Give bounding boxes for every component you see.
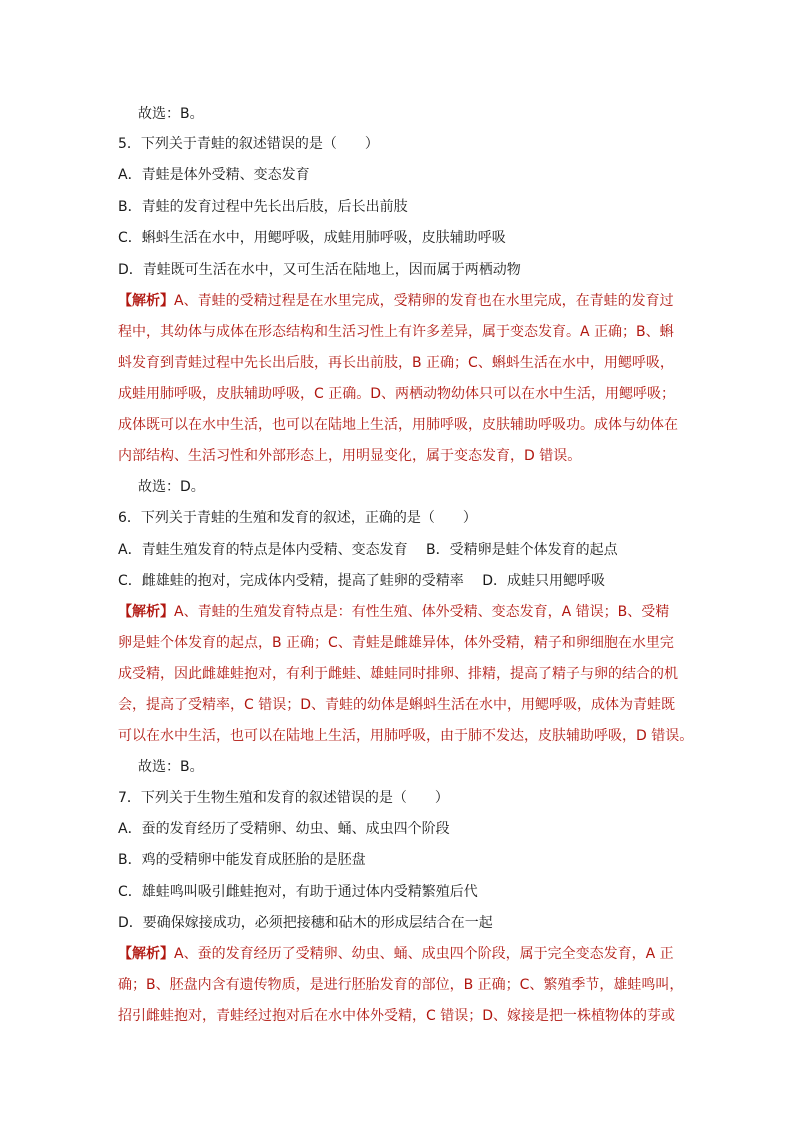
q5-option-a: A．青蛙是体外受精、变态发育 <box>118 167 310 183</box>
q6-option-ab: A．青蛙生殖发育的特点是体内受精、变态发育 B．受精卵是蛙个体发育的起点 <box>118 542 618 558</box>
q5-analysis-line: 【解析】A、青蛙的受精过程是在水里完成，受精卵的发育也在水里完成，在青蛙的发育过 <box>118 293 674 309</box>
q6-stem: 6．下列关于青蛙的生殖和发育的叙述，正确的是（ ） <box>118 510 477 526</box>
q5-option-d: D．青蛙既可生活在水中，又可生活在陆地上，因而属于两栖动物 <box>118 262 521 278</box>
q5-stem: 5．下列关于青蛙的叙述错误的是（ ） <box>118 136 379 152</box>
q7-option-c: C．雄蛙鸣叫吸引雌蛙抱对，有助于通过体内受精繁殖后代 <box>118 884 478 900</box>
q6-analysis-line: 可以在水中生活，也可以在陆地上生活，用肺呼吸，由于肺不发达，皮肤辅助呼吸，D 错误。 <box>118 728 694 744</box>
q7-analysis-line: 【解析】A、蚕的发育经历了受精卵、幼虫、蛹、成虫四个阶段，属于完全变态发育，A 正 <box>118 946 674 962</box>
q7-stem: 7．下列关于生物生殖和发育的叙述错误的是（ ） <box>118 790 449 806</box>
q7-analysis-line: 确；B、胚盘内含有遗传物质，是进行胚胎发育的部位，B 正确；C、繁殖季节，雄蛙鸣叫， <box>118 977 684 993</box>
q7-analysis-line: 招引雌蛙抱对，青蛙经过抱对后在水中体外受精，C 错误；D、嫁接是把一株植物体的芽或 <box>118 1008 676 1024</box>
q6-option-cd: C．雌雄蛙的抱对，完成体内受精，提高了蛙卵的受精率 D．成蛙只用鳃呼吸 <box>118 573 606 589</box>
q5-analysis-line: 蚪发育到青蛙过程中先长出后肢，再长出前肢，B 正确；C、蝌蚪生活在水中，用鳃呼吸， <box>118 355 674 371</box>
q7-analysis-tag: 【解析】 <box>118 946 174 962</box>
q6-answer: 故选：B。 <box>138 759 204 775</box>
q6-analysis-line: 卵是蛙个体发育的起点，B 正确；C、青蛙是雌雄异体，体外受精，精子和卵细胞在水里完 <box>118 635 674 651</box>
q6-analysis-line: 成受精，因此雌雄蛙抱对，有利于雌蛙、雄蛙同时排卵、排精，提高了精子与卵的结合的机 <box>118 666 678 682</box>
q7-option-d: D．要确保嫁接成功，必须把接穗和砧木的形成层结合在一起 <box>118 915 493 931</box>
q6-analysis-line: 会，提高了受精率，C 错误；D、青蛙的幼体是蝌蚪生活在水中，用鳃呼吸，成体为青蛙既 <box>118 697 676 713</box>
q5-answer: 故选：D。 <box>138 479 205 495</box>
q6-analysis-tag: 【解析】 <box>118 604 174 620</box>
q5-analysis-line: 内部结构、生活习性和外部形态上，用明显变化，属于变态发育，D 错误。 <box>118 448 582 464</box>
q7-option-b: B．鸡的受精卵中能发育成胚胎的是胚盘 <box>118 852 366 868</box>
q5-analysis-tag: 【解析】 <box>118 293 174 309</box>
q4-answer: 故选：B。 <box>138 106 204 122</box>
q5-analysis-line: 程中，其幼体与成体在形态结构和生活习性上有许多差异，属于变态发育。A 正确；B、蝌 <box>118 324 674 340</box>
q7-option-a: A．蚕的发育经历了受精卵、幼虫、蛹、成虫四个阶段 <box>118 821 450 837</box>
q6-analysis-line: 【解析】A、青蛙的生殖发育特点是：有性生殖、体外受精、变态发育，A 错误；B、受精 <box>118 604 670 620</box>
q5-analysis-line: 成体既可以在水中生活，也可以在陆地上生活，用肺呼吸，皮肤辅助呼吸功。成体与幼体在 <box>118 417 678 433</box>
q5-option-c: C．蝌蚪生活在水中，用鳃呼吸，成蛙用肺呼吸，皮肤辅助呼吸 <box>118 230 506 246</box>
q5-analysis-line: 成蛙用肺呼吸，皮肤辅助呼吸，C 正确。D、两栖动物幼体只可以在水中生活，用鳃呼吸； <box>118 386 676 402</box>
q5-option-b: B．青蛙的发育过程中先长出后肢，后长出前肢 <box>118 199 408 215</box>
